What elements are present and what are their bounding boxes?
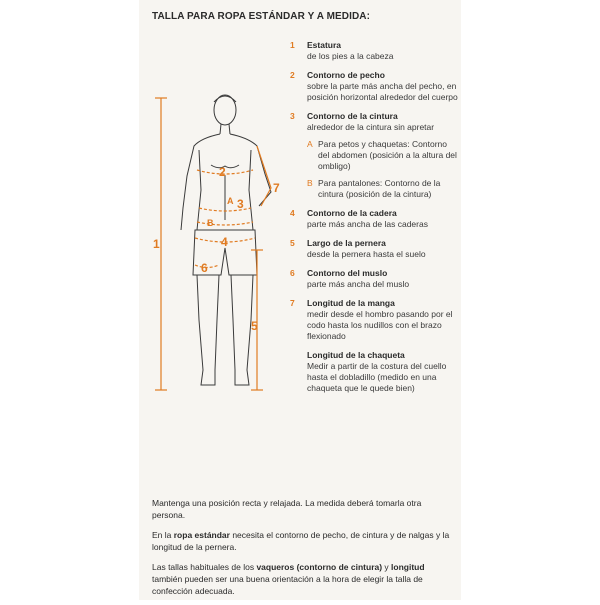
footer-bold-text: longitud: [391, 562, 425, 572]
measurement-item-3: [290, 111, 458, 200]
footer-text: En la: [152, 530, 174, 540]
page-title: TALLA PARA ROPA ESTÁNDAR Y A MEDIDA:: [152, 11, 371, 22]
sub-item-b: [307, 178, 458, 200]
sub-item-text: Para petos y chaquetas: Contorno del abdomen (posición a la altura del ombligo): [318, 139, 457, 171]
figure-label-5: 5: [251, 319, 258, 333]
figure-label-3: 3: [237, 197, 244, 211]
item-number: 3: [290, 111, 295, 121]
item-title: Contorno del muslo: [307, 268, 388, 278]
item-description: de los pies a la cabeza: [307, 51, 394, 61]
sub-item-a: [307, 139, 458, 172]
footer-text: también pueden ser una buena orientación a la hora de elegir la talla de confección adecuada.: [152, 574, 423, 596]
item-description: parte más ancha del muslo: [307, 279, 410, 289]
footer-text: y: [382, 562, 392, 572]
figure-label-a: A: [227, 196, 234, 206]
footer-paragraph-2: [152, 529, 452, 553]
item-description: sobre la parte más ancha del pecho, en posición horizontal alrededor del cuerpo: [307, 81, 458, 102]
figure-label-b: B: [207, 218, 214, 228]
item-number: 6: [290, 268, 295, 278]
item-description: Medir a partir de la costura del cuello hasta el dobladillo (medido en una chaqueta que le quede bien): [307, 361, 447, 393]
footer-bold-text: ropa estándar: [173, 530, 230, 540]
sub-item-text: Para pantalones: Contorno de la cintura (posición de la cintura): [318, 178, 441, 199]
item-title: Contorno de pecho: [307, 70, 385, 80]
item-number: 5: [290, 238, 295, 248]
item-title: Largo de la pernera: [307, 238, 386, 248]
measurement-list: [290, 40, 458, 402]
footer-notes: [152, 497, 452, 605]
footer-bold-text: vaqueros (contorno de cintura): [256, 562, 383, 572]
item-title: Contorno de la cadera: [307, 208, 397, 218]
footer-paragraph-1: Mantenga una posición recta y relajada. La medida deberá tomarla otra persona.: [152, 498, 422, 520]
measurement-item-6: [290, 268, 458, 290]
item-description: parte más ancha de las caderas: [307, 219, 428, 229]
item-number: 1: [290, 40, 295, 50]
figure-label-6: 6: [201, 261, 208, 275]
figure-label-7: 7: [273, 181, 280, 195]
footer-text: necesita el contorno de pecho, de cintura y de nalgas y la longitud de la pernera.: [152, 530, 450, 552]
item-number: 2: [290, 70, 295, 80]
footer-paragraph-3: [152, 561, 452, 597]
sub-item-letter: A: [307, 139, 313, 149]
item-description: desde la pernera hasta el suelo: [307, 249, 426, 259]
item-title: Estatura: [307, 40, 342, 50]
figure-label-2: 2: [219, 165, 226, 179]
measurement-item-5: [290, 238, 458, 260]
item-title: Longitud de la chaqueta: [307, 350, 405, 360]
measurement-item-2: [290, 70, 458, 103]
figure-label-4: 4: [221, 235, 228, 249]
body-measurement-figure: [139, 80, 299, 400]
item-title: Longitud de la manga: [307, 298, 395, 308]
item-number: 7: [290, 298, 295, 308]
measurement-item-jacket: [290, 350, 458, 394]
footer-text: Las tallas habituales de los: [152, 562, 257, 572]
item-title: Contorno de la cintura: [307, 111, 398, 121]
measurement-item-4: [290, 208, 458, 230]
measurement-item-7: [290, 298, 458, 342]
figure-label-1: 1: [153, 237, 160, 251]
item-description: medir desde el hombro pasando por el codo hasta los nudillos con el brazo flexionado: [307, 309, 453, 341]
item-number: 4: [290, 208, 295, 218]
sub-item-letter: B: [307, 178, 313, 188]
item-description: alrededor de la cintura sin apretar: [307, 122, 435, 132]
measurement-item-1: [290, 40, 458, 62]
